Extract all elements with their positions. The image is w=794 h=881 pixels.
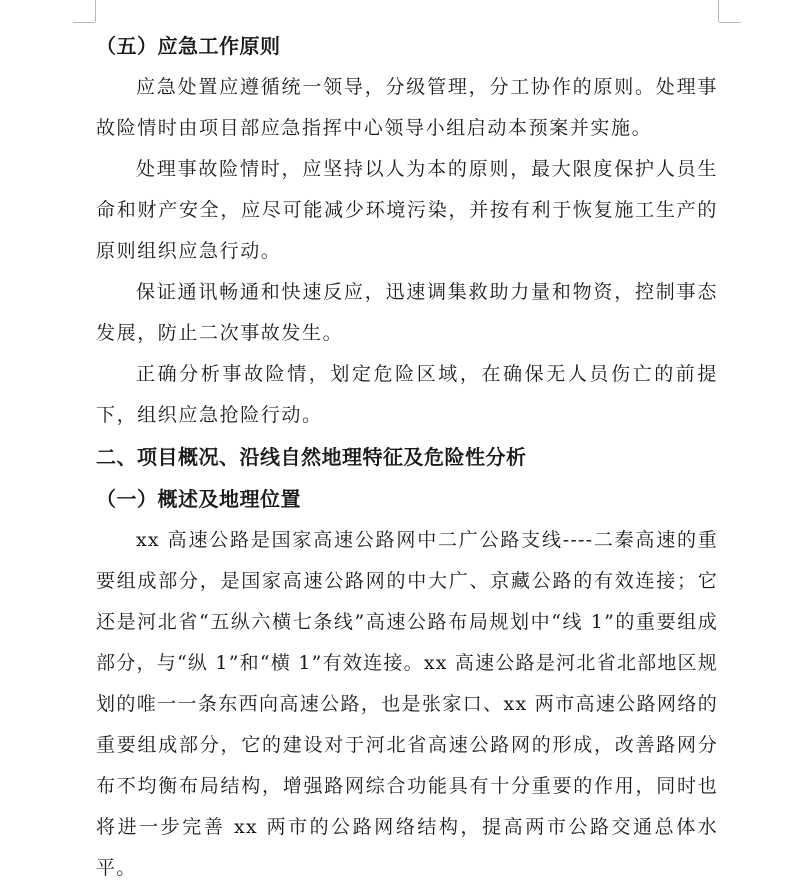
paragraph-unified-leadership: 应急处置应遵循统一领导，分级管理，分工协作的原则。处理事故险情时由项目部应急指挥中心领导小组启动本预案并实施。 xyxy=(96,76,718,139)
section-heading-overview-location: （一）概述及地理位置 xyxy=(96,487,301,511)
crop-mark-top-right-horizontal xyxy=(719,22,741,23)
paragraph-people-oriented: 处理事故险情时，应坚持以人为本的原则，最大限度保护人员生命和财产安全，应尽可能减少环境污染，并按有利于恢复施工生产的原则组织应急行动。 xyxy=(96,158,718,262)
document-body xyxy=(96,25,718,881)
section-heading-emergency-principles: （五）应急工作原则 xyxy=(96,34,281,58)
paragraph-risk-analysis: 正确分析事故险情，划定危险区域，在确保无人员伤亡的前提下，组织应急抢险行动。 xyxy=(96,363,718,426)
crop-mark-top-left-vertical xyxy=(95,0,96,22)
crop-mark-top-left-horizontal xyxy=(73,22,95,23)
paragraph-communication: 保证通讯畅通和快速反应，迅速调集救助力量和物资，控制事态发展，防止二次事故发生。 xyxy=(96,281,718,344)
paragraph-highway-overview: xx 高速公路是国家高速公路网中二广公路支线----二秦高速的重要组成部分，是国家高速公路网的中大广、京藏公路的有效连接；它还是河北省“五纵六横七条线”高速公路布局规划中“线 1”的重要组成部分，与“纵 1”和“横 1”有效连接。xx 高速公路是河北省北部地区规划的唯一一条东西向高速公路，也是张家口、xx 两市高速公路网络的重要组成部分，它的建设对于河北省高速公路网的形成，改善路网分布不均衡布局结构，增强路网综合功能具有十分重要的作用，同时也将进一步完善 xx 两市的公路网络结构，提高两市公路交通总体水平。 xyxy=(96,529,718,879)
crop-mark-top-right-vertical xyxy=(718,0,719,22)
chapter-heading-project-overview: 二、项目概况、沿线自然地理特征及危险性分析 xyxy=(96,445,527,469)
